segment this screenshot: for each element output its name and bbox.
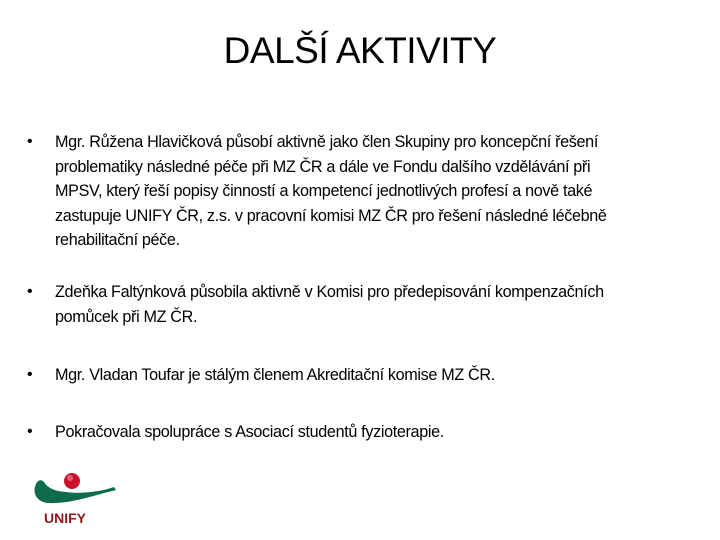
bullet-line: Zdeňka Faltýnková působila aktivně v Komisi pro předepisování kompenzačních: [55, 283, 604, 301]
unify-logo: [30, 470, 120, 528]
bullet-line: Mgr. Vladan Toufar je stálým členem Akreditační komise MZ ČR.: [55, 366, 495, 384]
bullet-dot: •: [27, 423, 33, 440]
bullet-line: problematiky následné péče při MZ ČR a dále ve Fondu dalšího vzdělávání při: [55, 157, 591, 176]
slide-title: DALŠÍ AKTIVITY: [223, 30, 497, 71]
bullet-line: MPSV, který řeší popisy činností a kompetencí jednotlivých profesí a nově také: [55, 182, 593, 200]
bullet-line: zastupuje UNIFY ČR, z.s. v pracovní komisi MZ ČR pro řešení následné léčebně: [55, 206, 607, 225]
bullet-line: pomůcek při MZ ČR.: [55, 307, 198, 326]
bullet-line: Mgr. Růžena Hlavičková působí aktivně jako člen Skupiny pro koncepční řešení: [55, 133, 598, 151]
bullet-line: rehabilitační péče.: [55, 231, 180, 249]
svg-text:UNIFY: UNIFY: [44, 510, 86, 526]
bullet-dot: •: [27, 366, 33, 383]
bullet-dot: •: [27, 283, 33, 300]
unify-logo-graphic: [30, 470, 120, 528]
bullet-dot: •: [27, 133, 33, 150]
bullet-line: Pokračovala spolupráce s Asociací studentů fyzioterapie.: [55, 423, 444, 441]
